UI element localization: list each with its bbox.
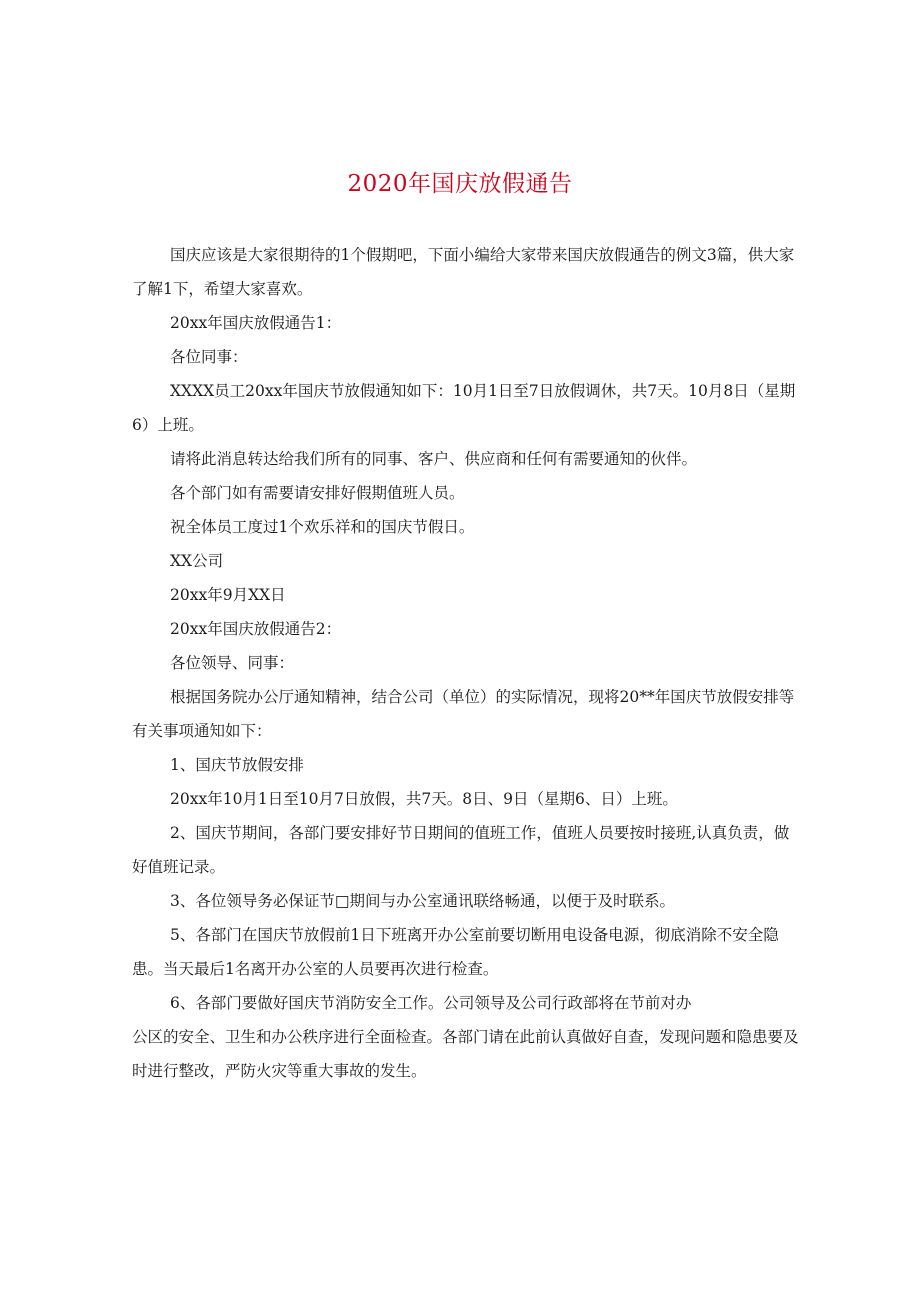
notice-2-item-5: 5、各部门在国庆节放假前1日下班离开办公室前要切断用电设备电源，彻底消除不安全隐患。当天最后1名离开办公室的人员要再次进行检查。 — [132, 926, 779, 978]
notice-1-schedule: XXXX员工20xx年国庆节放假通知如下：10月1日至7日放假调休，共7天。10月8日（星期6）上班。 — [132, 382, 796, 434]
notice-2-item-1-detail: 20xx年10月1日至10月7日放假，共7天。8日、9日（星期6、日）上班。 — [170, 790, 678, 808]
notice-1-company: XX公司 — [170, 552, 224, 570]
notice-1-forward-request: 请将此消息转达给我们所有的同事、客户、供应商和任何有需要通知的伙伴。 — [170, 450, 698, 468]
notice-2-item-2: 2、国庆节期间，各部门要安排好节日期间的值班工作，值班人员要按时接班,认真负责，做好值班记录。 — [132, 824, 790, 876]
document-title: 2020年国庆放假通告 — [347, 171, 573, 197]
notice-1-duty-arrangement: 各个部门如有需要请安排好假期值班人员。 — [170, 484, 465, 502]
notice-1-greeting: 祝全体员工度过1个欢乐祥和的国庆节假日。 — [170, 518, 475, 536]
notice-2-salutation: 各位领导、同事： — [170, 654, 295, 672]
notice-2-item-6: 6、各部门要做好国庆节消防安全工作。公司领导及公司行政部将在节前对办 — [170, 994, 692, 1012]
intro-paragraph: 国庆应该是大家很期待的1个假期吧，下面小编给大家带来国庆放假通告的例文3篇，供大家了解1下，希望大家喜欢。 — [132, 246, 795, 298]
notice-2-item-6-continued: 公区的安全、卫生和办公秩序进行全面检查。各部门请在此前认真做好自查，发现问题和隐患要及时进行整改，严防火灾等重大事故的发生。 — [132, 1028, 799, 1080]
document-body — [132, 238, 800, 1088]
notice-2-intro: 根据国务院办公厅通知精神，结合公司（单位）的实际情况，现将20**年国庆节放假安排等有关事项通知如下： — [132, 688, 795, 740]
notice-2-heading: 20xx年国庆放假通告2： — [170, 620, 342, 638]
notice-2-item-3: 3、各位领导务必保证节□期间与办公室通讯联络畅通，以便于及时联系。 — [170, 892, 676, 910]
notice-2-item-1: 1、国庆节放假安排 — [170, 756, 304, 774]
notice-1-heading: 20xx年国庆放假通告1： — [170, 314, 342, 332]
notice-1-date: 20xx年9月XX日 — [170, 586, 286, 604]
notice-1-salutation: 各位同事： — [170, 348, 248, 366]
